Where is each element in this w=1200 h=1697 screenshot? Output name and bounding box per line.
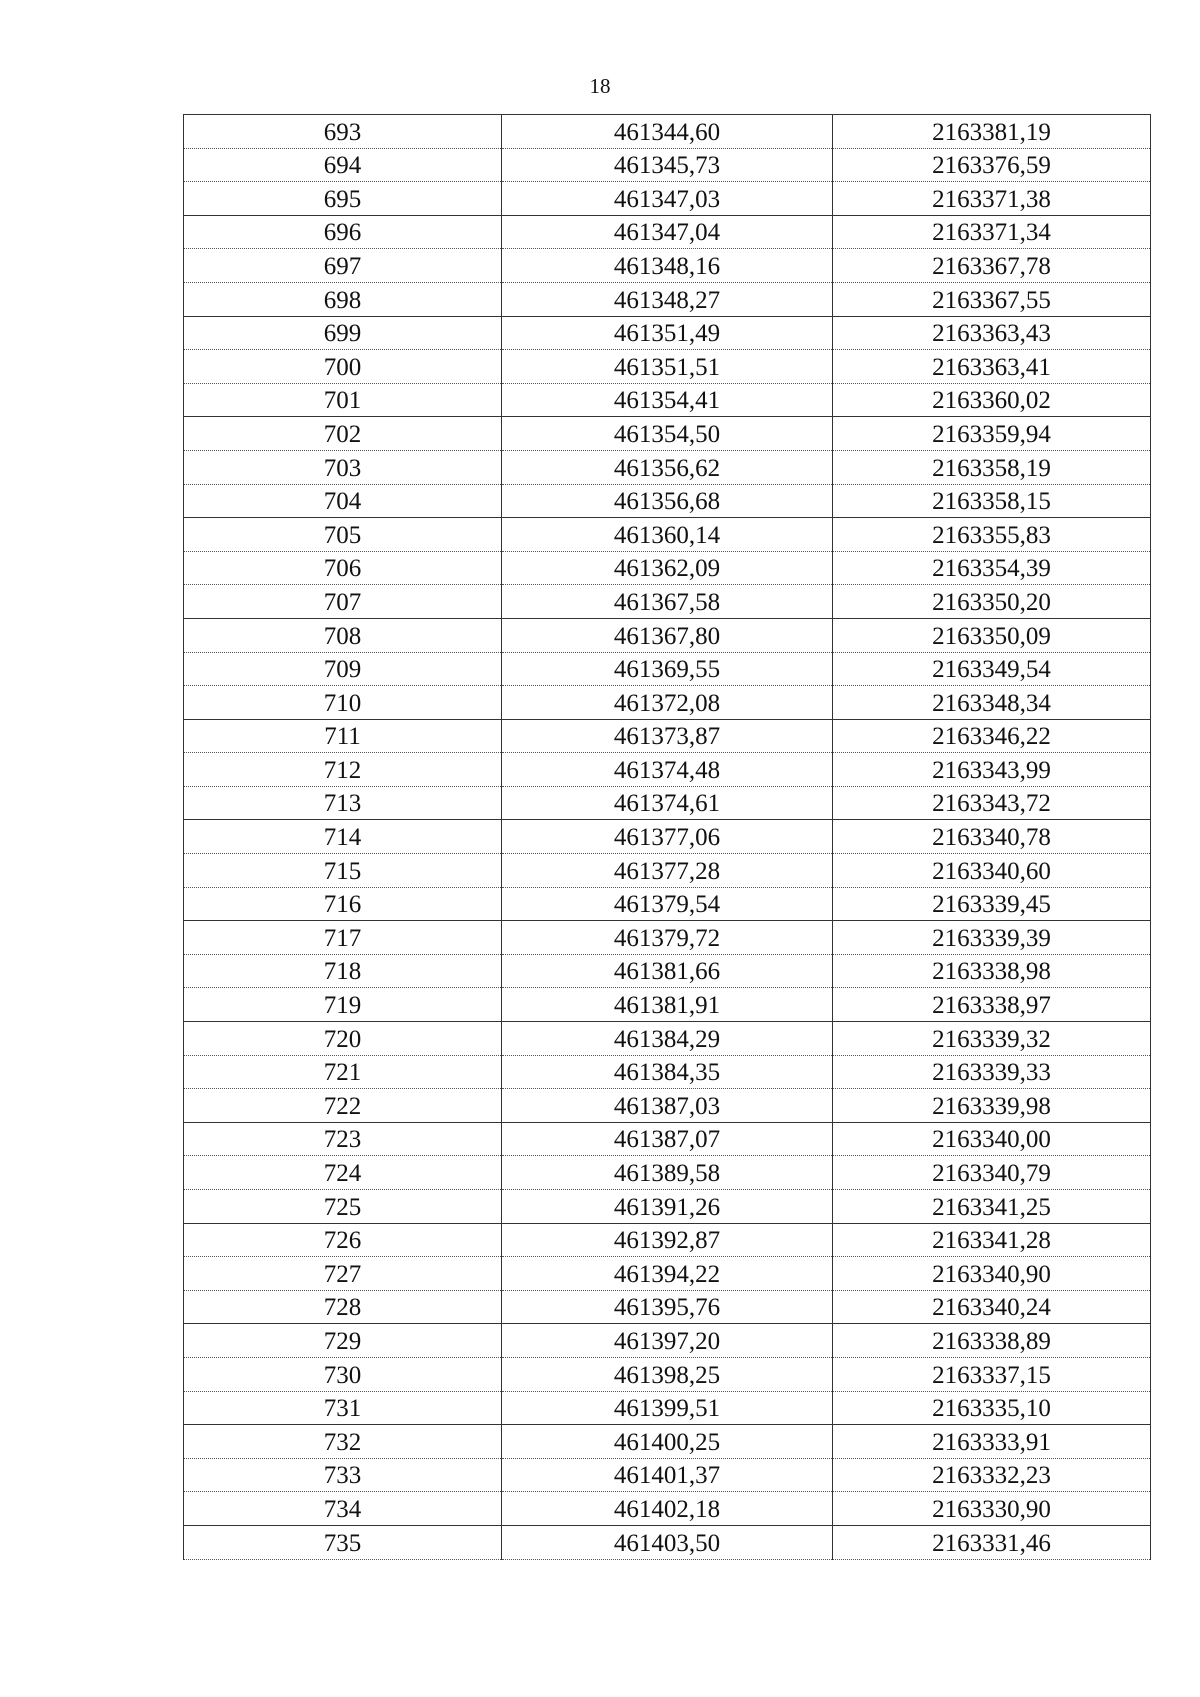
x-coordinate-cell: 461367,58 (502, 585, 833, 619)
y-coordinate-cell: 2163340,00 (833, 1122, 1151, 1156)
y-coordinate-cell: 2163340,78 (833, 820, 1151, 854)
point-number-cell: 704 (184, 484, 502, 518)
x-coordinate-cell: 461369,55 (502, 652, 833, 686)
table-row (184, 988, 1151, 1022)
x-coordinate-cell: 461372,08 (502, 686, 833, 720)
table-row (184, 182, 1151, 216)
table-row (184, 215, 1151, 249)
point-number-cell: 695 (184, 182, 502, 216)
x-coordinate-cell: 461354,41 (502, 383, 833, 417)
point-number-cell: 713 (184, 786, 502, 820)
y-coordinate-cell: 2163358,19 (833, 450, 1151, 484)
point-number-cell: 712 (184, 753, 502, 787)
y-coordinate-cell: 2163341,28 (833, 1223, 1151, 1257)
y-coordinate-cell: 2163339,33 (833, 1055, 1151, 1089)
point-number-cell: 727 (184, 1257, 502, 1291)
y-coordinate-cell: 2163339,32 (833, 1022, 1151, 1056)
x-coordinate-cell: 461403,50 (502, 1525, 833, 1559)
y-coordinate-cell: 2163348,34 (833, 686, 1151, 720)
point-number-cell: 707 (184, 585, 502, 619)
table-row (184, 1223, 1151, 1257)
point-number-cell: 724 (184, 1156, 502, 1190)
point-number-cell: 705 (184, 518, 502, 552)
x-coordinate-cell: 461351,49 (502, 316, 833, 350)
table-row (184, 887, 1151, 921)
point-number-cell: 714 (184, 820, 502, 854)
y-coordinate-cell: 2163340,90 (833, 1257, 1151, 1291)
y-coordinate-cell: 2163354,39 (833, 551, 1151, 585)
table-row (184, 282, 1151, 316)
table-row (184, 249, 1151, 283)
x-coordinate-cell: 461379,72 (502, 921, 833, 955)
x-coordinate-cell: 461362,09 (502, 551, 833, 585)
y-coordinate-cell: 2163358,15 (833, 484, 1151, 518)
y-coordinate-cell: 2163339,39 (833, 921, 1151, 955)
table-row (184, 1357, 1151, 1391)
y-coordinate-cell: 2163339,98 (833, 1089, 1151, 1123)
y-coordinate-cell: 2163340,24 (833, 1290, 1151, 1324)
x-coordinate-cell: 461394,22 (502, 1257, 833, 1291)
table-row (184, 1122, 1151, 1156)
point-number-cell: 734 (184, 1492, 502, 1526)
x-coordinate-cell: 461387,07 (502, 1122, 833, 1156)
table-row (184, 1022, 1151, 1056)
table-row (184, 1525, 1151, 1559)
x-coordinate-cell: 461384,29 (502, 1022, 833, 1056)
table-row (184, 518, 1151, 552)
x-coordinate-cell: 461381,66 (502, 954, 833, 988)
y-coordinate-cell: 2163367,78 (833, 249, 1151, 283)
y-coordinate-cell: 2163371,34 (833, 215, 1151, 249)
point-number-cell: 716 (184, 887, 502, 921)
y-coordinate-cell: 2163359,94 (833, 417, 1151, 451)
x-coordinate-cell: 461381,91 (502, 988, 833, 1022)
point-number-cell: 730 (184, 1357, 502, 1391)
page-number: 18 (589, 74, 611, 98)
x-coordinate-cell: 461391,26 (502, 1190, 833, 1224)
x-coordinate-cell: 461354,50 (502, 417, 833, 451)
y-coordinate-cell: 2163339,45 (833, 887, 1151, 921)
point-number-cell: 728 (184, 1290, 502, 1324)
table-row (184, 786, 1151, 820)
point-number-cell: 722 (184, 1089, 502, 1123)
table-row (184, 854, 1151, 888)
y-coordinate-cell: 2163367,55 (833, 282, 1151, 316)
y-coordinate-cell: 2163350,09 (833, 618, 1151, 652)
point-number-cell: 725 (184, 1190, 502, 1224)
y-coordinate-cell: 2163335,10 (833, 1391, 1151, 1425)
x-coordinate-cell: 461356,62 (502, 450, 833, 484)
table-row (184, 820, 1151, 854)
y-coordinate-cell: 2163338,98 (833, 954, 1151, 988)
table-row (184, 1190, 1151, 1224)
y-coordinate-cell: 2163376,59 (833, 148, 1151, 182)
table-row (184, 551, 1151, 585)
y-coordinate-cell: 2163330,90 (833, 1492, 1151, 1526)
point-number-cell: 710 (184, 686, 502, 720)
point-number-cell: 729 (184, 1324, 502, 1358)
y-coordinate-cell: 2163363,41 (833, 350, 1151, 384)
y-coordinate-cell: 2163331,46 (833, 1525, 1151, 1559)
y-coordinate-cell: 2163340,79 (833, 1156, 1151, 1190)
x-coordinate-cell: 461395,76 (502, 1290, 833, 1324)
x-coordinate-cell: 461402,18 (502, 1492, 833, 1526)
table-row (184, 417, 1151, 451)
point-number-cell: 719 (184, 988, 502, 1022)
table-row (184, 954, 1151, 988)
point-number-cell: 720 (184, 1022, 502, 1056)
x-coordinate-cell: 461347,04 (502, 215, 833, 249)
table-row (184, 1290, 1151, 1324)
table-row (184, 1257, 1151, 1291)
table-row (184, 686, 1151, 720)
x-coordinate-cell: 461347,03 (502, 182, 833, 216)
table-row (184, 1324, 1151, 1358)
y-coordinate-cell: 2163340,60 (833, 854, 1151, 888)
y-coordinate-cell: 2163343,99 (833, 753, 1151, 787)
y-coordinate-cell: 2163381,19 (833, 115, 1151, 149)
table-row (184, 719, 1151, 753)
x-coordinate-cell: 461348,27 (502, 282, 833, 316)
point-number-cell: 718 (184, 954, 502, 988)
y-coordinate-cell: 2163355,83 (833, 518, 1151, 552)
point-number-cell: 706 (184, 551, 502, 585)
y-coordinate-cell: 2163338,89 (833, 1324, 1151, 1358)
x-coordinate-cell: 461367,80 (502, 618, 833, 652)
table-row (184, 115, 1151, 149)
point-number-cell: 696 (184, 215, 502, 249)
point-number-cell: 709 (184, 652, 502, 686)
table-row (184, 1425, 1151, 1459)
table-row (184, 618, 1151, 652)
y-coordinate-cell: 2163346,22 (833, 719, 1151, 753)
point-number-cell: 726 (184, 1223, 502, 1257)
table-row (184, 1391, 1151, 1425)
x-coordinate-cell: 461351,51 (502, 350, 833, 384)
point-number-cell: 693 (184, 115, 502, 149)
x-coordinate-cell: 461392,87 (502, 1223, 833, 1257)
x-coordinate-cell: 461373,87 (502, 719, 833, 753)
y-coordinate-cell: 2163332,23 (833, 1458, 1151, 1492)
table-row (184, 753, 1151, 787)
point-number-cell: 701 (184, 383, 502, 417)
x-coordinate-cell: 461401,37 (502, 1458, 833, 1492)
x-coordinate-cell: 461344,60 (502, 115, 833, 149)
x-coordinate-cell: 461389,58 (502, 1156, 833, 1190)
point-number-cell: 721 (184, 1055, 502, 1089)
x-coordinate-cell: 461345,73 (502, 148, 833, 182)
x-coordinate-cell: 461384,35 (502, 1055, 833, 1089)
table-row (184, 450, 1151, 484)
coordinates-table-body (184, 115, 1151, 1560)
y-coordinate-cell: 2163371,38 (833, 182, 1151, 216)
table-row (184, 1458, 1151, 1492)
x-coordinate-cell: 461398,25 (502, 1357, 833, 1391)
y-coordinate-cell: 2163338,97 (833, 988, 1151, 1022)
point-number-cell: 708 (184, 618, 502, 652)
point-number-cell: 699 (184, 316, 502, 350)
y-coordinate-cell: 2163333,91 (833, 1425, 1151, 1459)
x-coordinate-cell: 461356,68 (502, 484, 833, 518)
table-row (184, 1156, 1151, 1190)
point-number-cell: 702 (184, 417, 502, 451)
y-coordinate-cell: 2163363,43 (833, 316, 1151, 350)
point-number-cell: 700 (184, 350, 502, 384)
coordinates-table (183, 114, 1151, 1560)
table-row (184, 921, 1151, 955)
point-number-cell: 697 (184, 249, 502, 283)
x-coordinate-cell: 461377,06 (502, 820, 833, 854)
point-number-cell: 723 (184, 1122, 502, 1156)
point-number-cell: 731 (184, 1391, 502, 1425)
x-coordinate-cell: 461374,48 (502, 753, 833, 787)
table-row (184, 652, 1151, 686)
x-coordinate-cell: 461400,25 (502, 1425, 833, 1459)
x-coordinate-cell: 461397,20 (502, 1324, 833, 1358)
point-number-cell: 733 (184, 1458, 502, 1492)
y-coordinate-cell: 2163350,20 (833, 585, 1151, 619)
x-coordinate-cell: 461374,61 (502, 786, 833, 820)
table-row (184, 1492, 1151, 1526)
table-row (184, 350, 1151, 384)
table-row (184, 484, 1151, 518)
point-number-cell: 735 (184, 1525, 502, 1559)
x-coordinate-cell: 461399,51 (502, 1391, 833, 1425)
table-row (184, 383, 1151, 417)
point-number-cell: 698 (184, 282, 502, 316)
y-coordinate-cell: 2163337,15 (833, 1357, 1151, 1391)
x-coordinate-cell: 461377,28 (502, 854, 833, 888)
table-row (184, 585, 1151, 619)
point-number-cell: 694 (184, 148, 502, 182)
table-row (184, 1089, 1151, 1123)
x-coordinate-cell: 461348,16 (502, 249, 833, 283)
table-row (184, 316, 1151, 350)
point-number-cell: 703 (184, 450, 502, 484)
point-number-cell: 732 (184, 1425, 502, 1459)
y-coordinate-cell: 2163341,25 (833, 1190, 1151, 1224)
table-row (184, 148, 1151, 182)
x-coordinate-cell: 461387,03 (502, 1089, 833, 1123)
point-number-cell: 715 (184, 854, 502, 888)
point-number-cell: 711 (184, 719, 502, 753)
y-coordinate-cell: 2163360,02 (833, 383, 1151, 417)
y-coordinate-cell: 2163343,72 (833, 786, 1151, 820)
table-row (184, 1055, 1151, 1089)
x-coordinate-cell: 461360,14 (502, 518, 833, 552)
point-number-cell: 717 (184, 921, 502, 955)
x-coordinate-cell: 461379,54 (502, 887, 833, 921)
y-coordinate-cell: 2163349,54 (833, 652, 1151, 686)
